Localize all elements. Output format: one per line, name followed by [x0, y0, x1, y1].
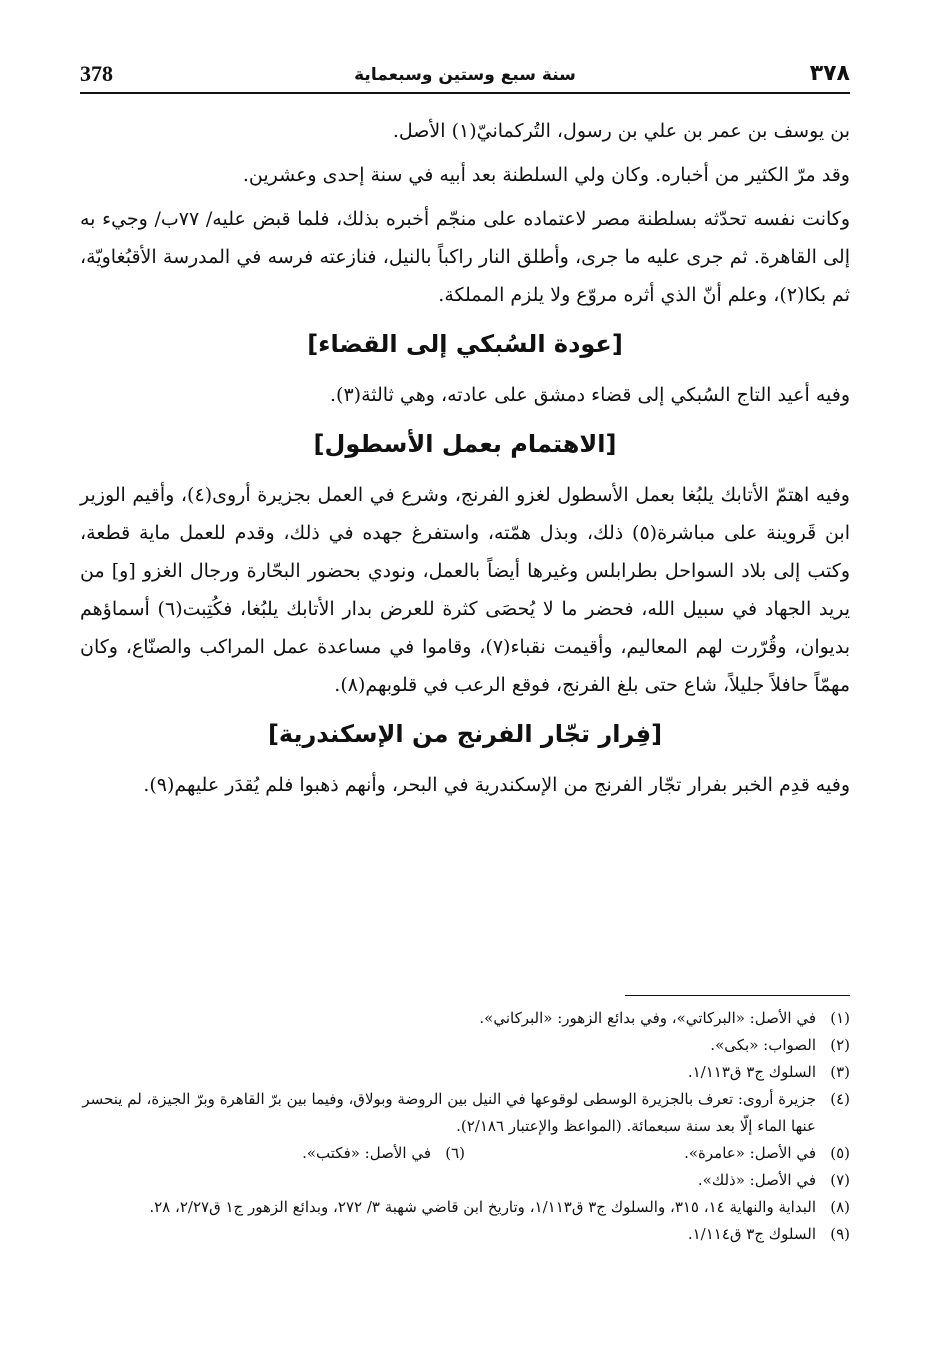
footnote-text: البداية والنهاية ١٤، ٣١٥، والسلوك ج٣ ق١/١١٣، وتاريخ ابن قاضي شهبة ٣/ ٢٧٢، وبدائع الزهور ج١ ق٢/٢٧، ٢٨. [149, 1198, 816, 1216]
footnote-text: الصواب: «بكى». [710, 1036, 816, 1054]
footnote-3 [80, 1059, 850, 1086]
footnote-mark: (٦) [445, 1144, 465, 1162]
footnote-4 [80, 1086, 850, 1140]
footnote-text: في الأصل: «البركاتي»، وفي بدائع الزهور: «البركاني». [479, 1009, 816, 1027]
footnote-7 [80, 1167, 850, 1194]
section-heading-fleet: [الاهتمام بعمل الأسطول] [313, 430, 617, 458]
running-title: سنة سبع وستين وسبعماية [354, 65, 576, 85]
page-number-arabic: ٣٧٨ [809, 61, 850, 86]
footnote-6 [80, 1140, 465, 1167]
footnote-pair-5-6 [80, 1140, 850, 1167]
paragraph-2: وقد مرّ الكثير من أخباره. وكان ولي السلطنة بعد أبيه في سنة إحدى وعشرين. [242, 164, 850, 186]
paragraph-5: وفيه اهتمّ الأتابك يلبُغا بعمل الأسطول لغزو الفرنج، وشرع في العمل بجزيرة أروى(٤)، وأقيم الوزير ابن قَروينة على مباشرة(٥) ذلك، وبذل همّته، واستفرغ جهده في ذلك، وقدم للعمل ماية قطعة، وكتب إلى بلاد السواحل بطرابلس وغيرها أيضاً بالعمل، ونودي بحضور البحّارة ورجال الغزو [و] من يريد الجهاد في سبيل الله، فحضر ما لا يُحصَى كثرة للعرض بدار الأتابك يلبُغا، فكُتِبت(٦) أسماؤهم بديوان، وقُرّرت لهم المعاليم، وأقيمت نقباء(٧)، وقاموا في مساعدة عمل المراكب والصنّاع، وكان مهمّاً حافلاً جليلاً، شاع حتى بلغ الفرنج، فوقع الرعب في قلوبهم(٨). [80, 484, 850, 696]
paragraph-1: بن يوسف بن عمر بن علي بن رسول، التُركمانيّ(١) الأصل. [392, 120, 850, 142]
footnote-1 [80, 1005, 850, 1032]
footnote-text: في الأصل: «فكتب». [302, 1144, 431, 1162]
footnote-mark: (٨) [830, 1198, 850, 1216]
footnote-text: السلوك ج٣ ق١/١١٣. [687, 1063, 816, 1081]
footnote-mark: (٥) [830, 1144, 850, 1162]
page-number-latin: 378 [80, 61, 113, 86]
footnote-9 [80, 1221, 850, 1248]
footnote-divider [625, 995, 850, 996]
footnote-8 [80, 1194, 850, 1221]
paragraph-6: وفيه قدِم الخبر بفرار تجّار الفرنج من الإسكندرية في البحر، وأنهم ذهبوا فلم يُقدَر عليهم(٩). [143, 774, 850, 796]
running-header [80, 60, 850, 94]
footnote-text: في الأصل: «عامرة». [684, 1144, 816, 1162]
footnote-mark: (٤) [830, 1090, 850, 1108]
paragraph-3: وكانت نفسه تحدّثه بسلطنة مصر لاعتماده على منجّم أخبره بذلك، فلما قبض عليه/ ٧٧ب/ وجيء به إلى القاهرة. ثم جرى عليه ما جرى، وأطلق النار راكباً بالنيل، فنازعته فرسه في المدرسة الأقبُغاويّة، ثم بكا(٢)، وعلم أنّ الذي أثره مروّع ولا يلزم المملكة. [80, 208, 850, 306]
footnote-2 [80, 1032, 850, 1059]
footnote-mark: (١) [830, 1009, 850, 1027]
footnote-mark: (٩) [830, 1225, 850, 1243]
footnote-mark: (٣) [830, 1063, 850, 1081]
section-heading-subki: [عودة السُبكي إلى القضاء] [307, 330, 623, 358]
footnote-mark: (٢) [830, 1036, 850, 1054]
footnote-text: في الأصل: «ذلك». [697, 1171, 816, 1189]
footnote-text: السلوك ج٣ ق١/١١٤. [687, 1225, 816, 1243]
footnote-mark: (٧) [830, 1171, 850, 1189]
paragraph-4: وفيه أعيد التاج السُبكي إلى قضاء دمشق على عادته، وهي ثالثة(٣). [329, 384, 850, 406]
footnote-5 [465, 1140, 850, 1167]
main-text [80, 112, 850, 810]
footnote-text: جزيرة أروى: تعرف بالجزيرة الوسطى لوقوعها في النيل بين الروضة وبولاق، وفيما بين برّ القاهرة وبرّ الجيزة، لم ينحسر عنها الماء إلّا بعد سنة سبعمائة. (المواعظ والإعتبار ٢/١٨٦). [82, 1090, 816, 1135]
section-heading-merchants: [فِرار تجّار الفرنج من الإسكندرية] [267, 720, 663, 748]
